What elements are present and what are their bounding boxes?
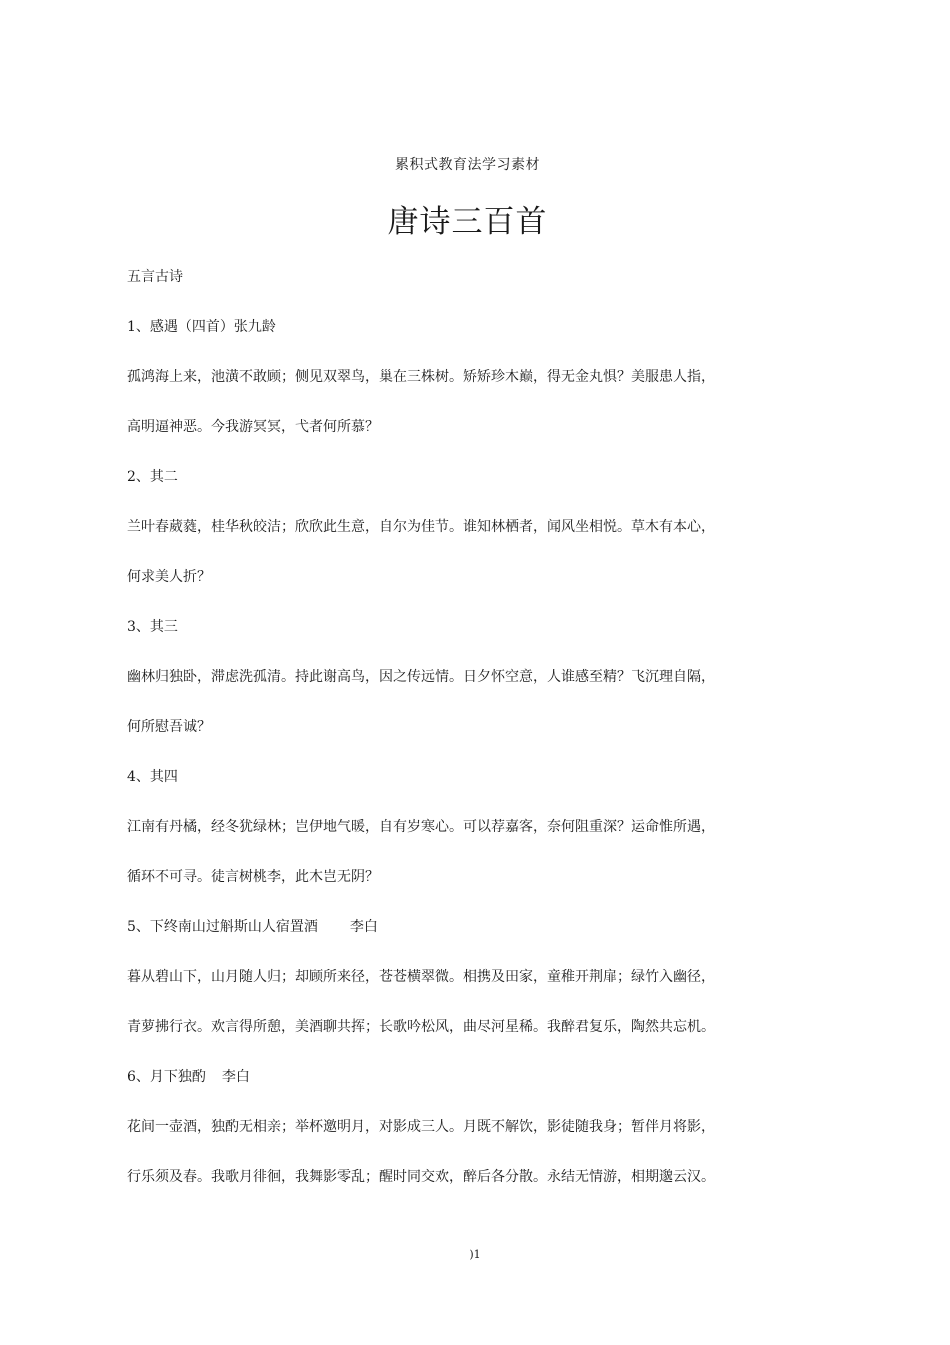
poem-line: 兰叶春葳蕤，桂华秋皎洁；欣欣此生意，自尔为佳节。谁知林栖者，闻风坐相悦。草木有本心， [127,519,715,535]
poem-line: 循环不可寻。徒言树桃李，此木岂无阴？ [127,869,379,885]
poem-line: 孤鸿海上来，池潢不敢顾；侧见双翠鸟，巢在三株树。矫矫珍木巅，得无金丸惧？美服患人指， [127,369,715,385]
document-body [127,266,767,1216]
poem-line: 花间一壶酒，独酌无相亲；举杯邀明月，对影成三人。月既不解饮，影徒随我身；暂伴月将影， [127,1119,715,1135]
poem-author: 李白 [349,919,378,935]
page-number: )1 [469,1248,481,1261]
poem-line: 何所慰吾诚？ [127,719,211,735]
poem-author: 李白 [221,1069,250,1085]
poem-line: 高明逼神恶。今我游冥冥，弋者何所慕？ [127,419,379,435]
poem-line: 行乐须及春。我歌月徘徊，我舞影零乱；醒时同交欢，醉后各分散。永结无情游，相期邈云汉。 [127,1169,715,1185]
poem-line: 何求美人折？ [127,569,211,585]
poem-line: 幽林归独卧，滞虑洗孤清。持此谢高鸟，因之传远情。日夕怀空意，人谁感至精？飞沉理自隔， [127,669,715,685]
section-heading: 五言古诗 [127,269,183,285]
document-title: 唐诗三百首 [387,204,548,240]
poem-line: 江南有丹橘，经冬犹绿林；岂伊地气暖，自有岁寒心。可以荐嘉客，奈何阻重深？运命惟所遇， [127,819,715,835]
poem-line: 青萝拂行衣。欢言得所憩，美酒聊共挥；长歌吟松风，曲尽河星稀。我醉君复乐，陶然共忘机。 [127,1019,715,1035]
poem-heading-1: 1、感遇（四首）张九龄 [127,319,276,335]
poem-title: 6、月下独酌 [127,1069,206,1085]
poem-title: 5、下终南山过斛斯山人宿置酒 [127,919,318,935]
poem-heading-2: 2、其二 [127,469,178,485]
poem-heading-3: 3、其三 [127,619,178,635]
document-subtitle: 累积式教育法学习素材 [395,157,540,173]
poem-heading-4: 4、其四 [127,769,178,785]
poem-heading-6 [127,1066,767,1116]
poem-line: 暮从碧山下，山月随人归；却顾所来径，苍苍横翠微。相携及田家，童稚开荆扉；绿竹入幽径， [127,969,715,985]
poem-heading-5 [127,916,767,966]
